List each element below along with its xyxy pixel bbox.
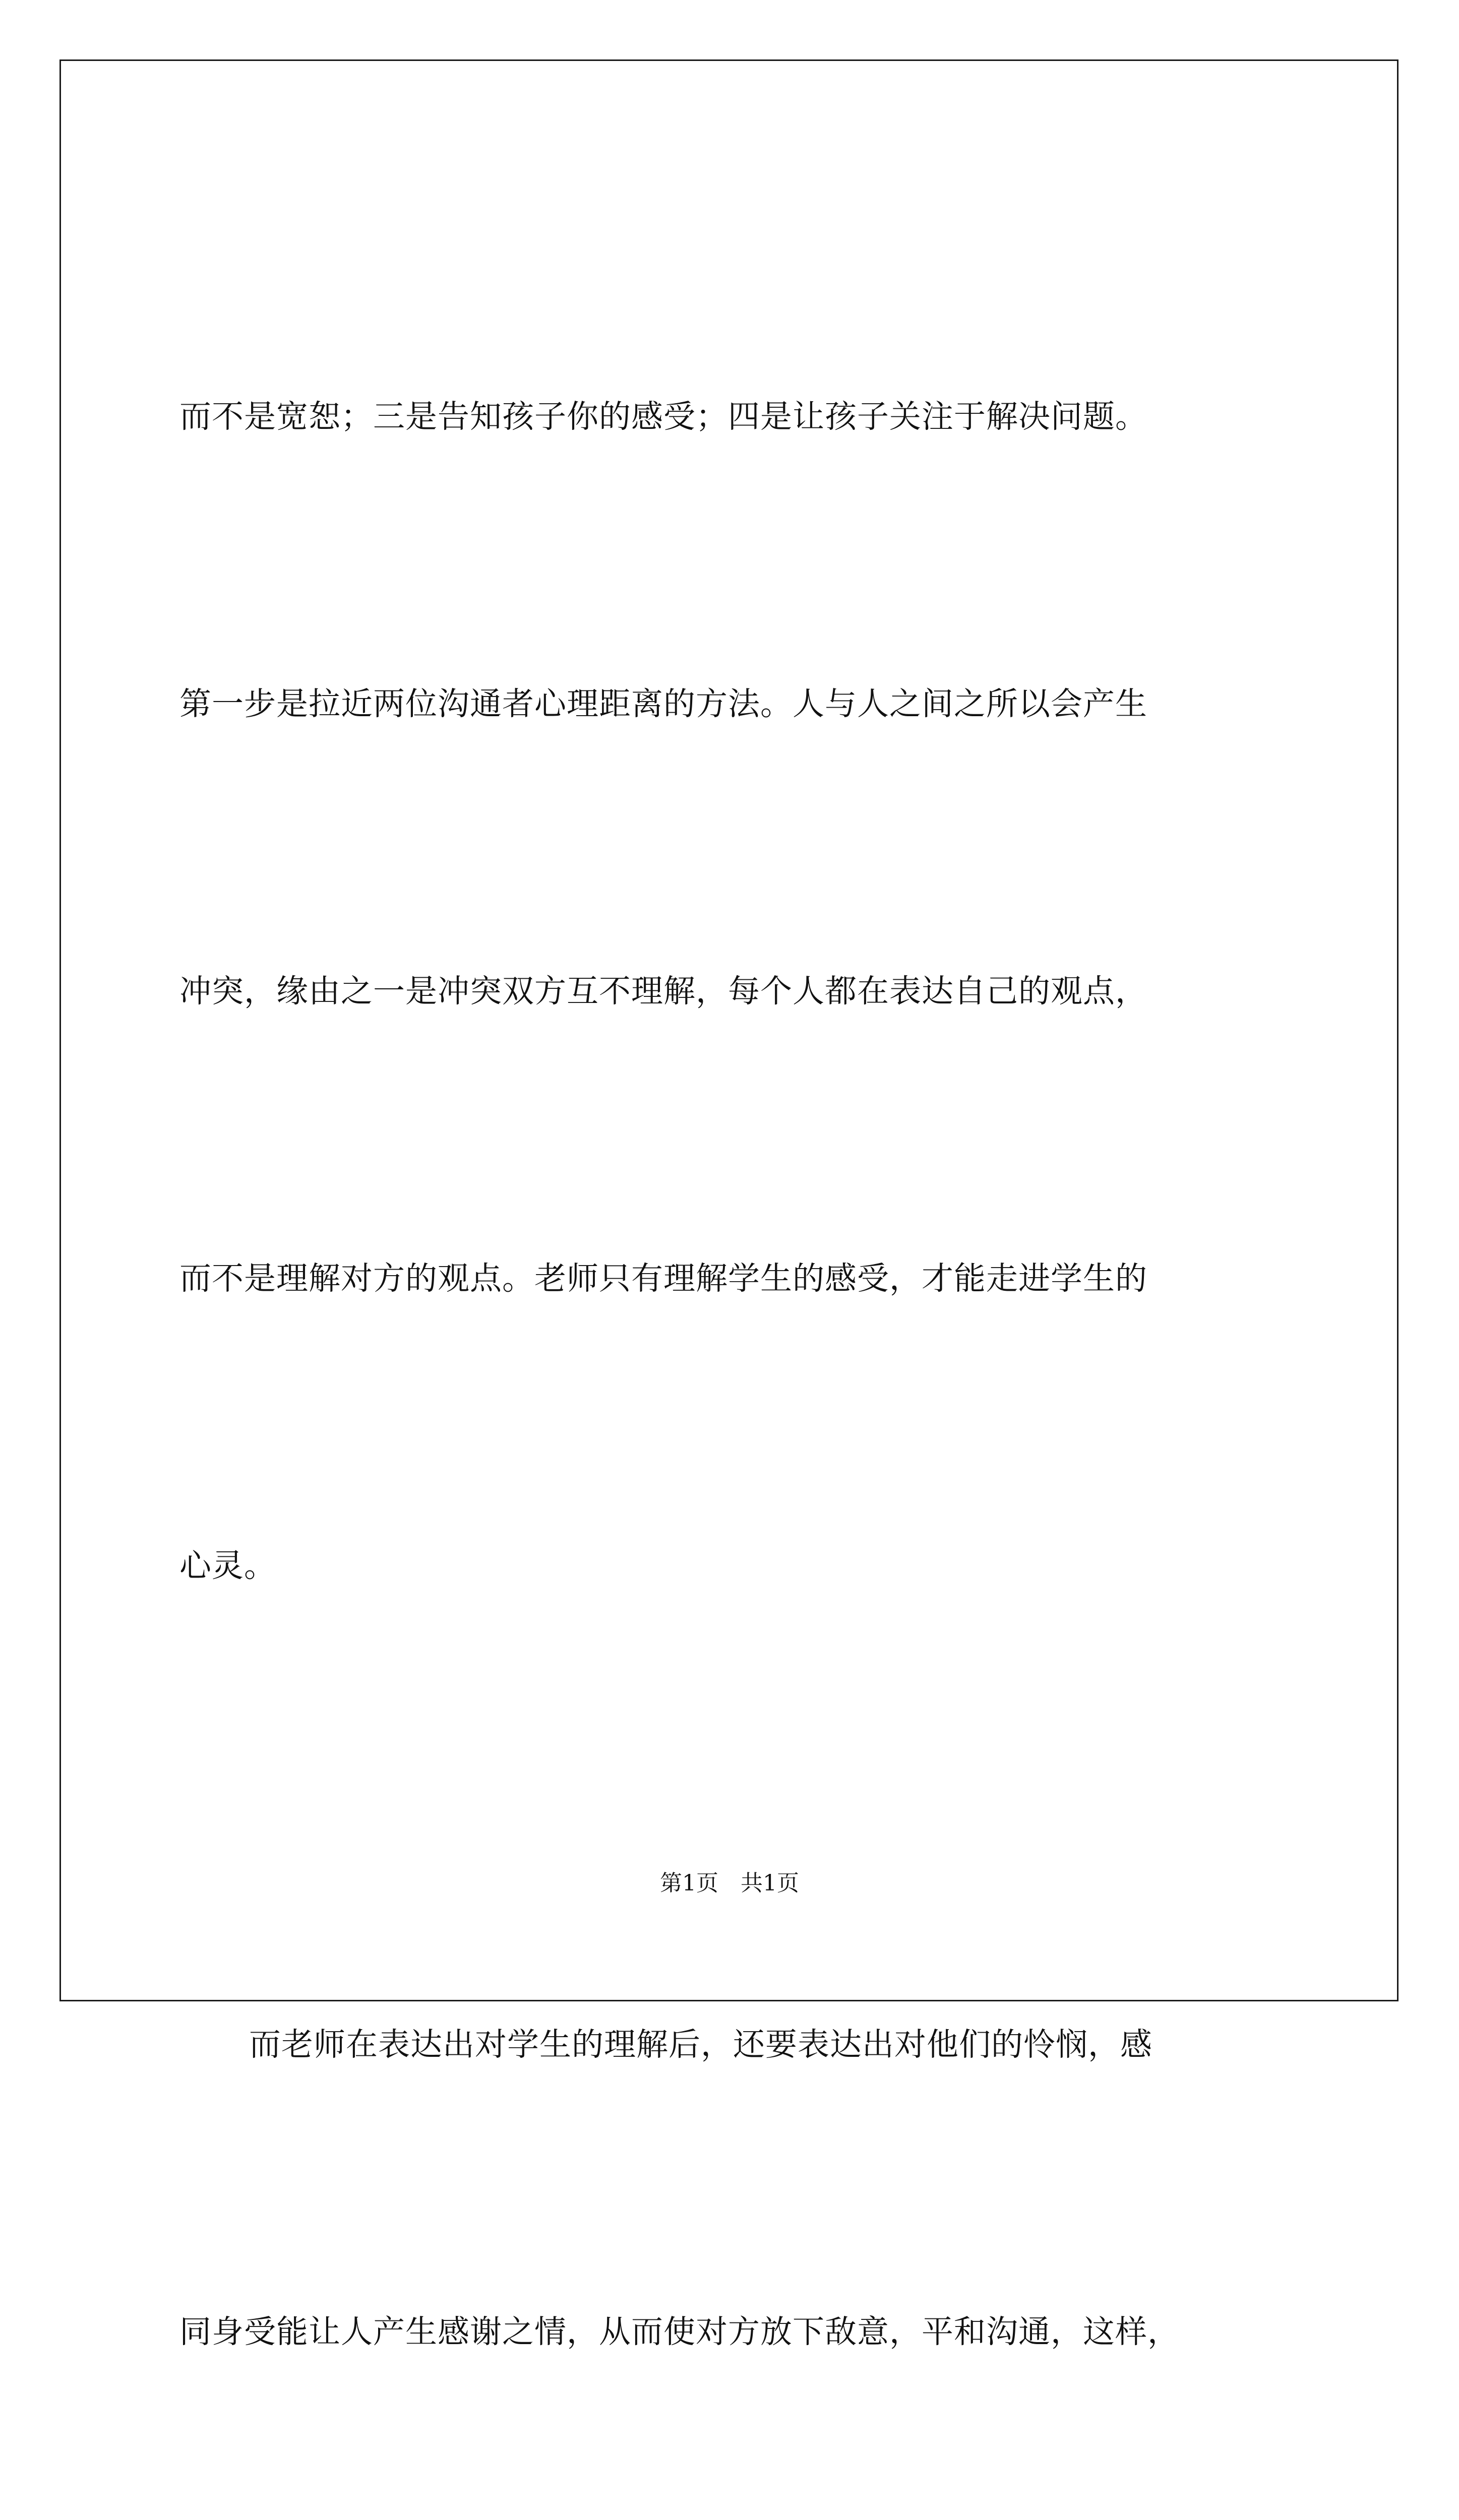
text-line: 冲突，缘由之一是冲突双方互不理解，每个人都在表达自己的观点， [179, 973, 1147, 1010]
document-body [179, 177, 1284, 2520]
paragraph-1 [179, 177, 1284, 1805]
text-line: 同身受能让人产生感谢之情，从而使对方放下敌意，平和沟通，这样， [179, 2313, 1180, 2350]
text-line: 第一步是拉近两位沟通者心理距离的方法。人与人之间之所以会产生 [179, 685, 1147, 722]
text-line: 心灵。 [179, 1547, 276, 1584]
text-line: 而不是宽恕；三是告知孩子你的感受；四是让孩子关注于解决问题。 [179, 398, 1147, 435]
text-line: 而不是理解对方的观点。老师只有理解学生的感受，才能走进学生的 [179, 1260, 1147, 1297]
paragraph-2 [179, 1805, 1284, 2520]
text-line: 而老师在表达出对学生的理解后，还要表达出对他们的怜悯，感 [249, 2026, 1152, 2063]
page-number-footer: 第1页 共1页 [660, 1870, 799, 1896]
